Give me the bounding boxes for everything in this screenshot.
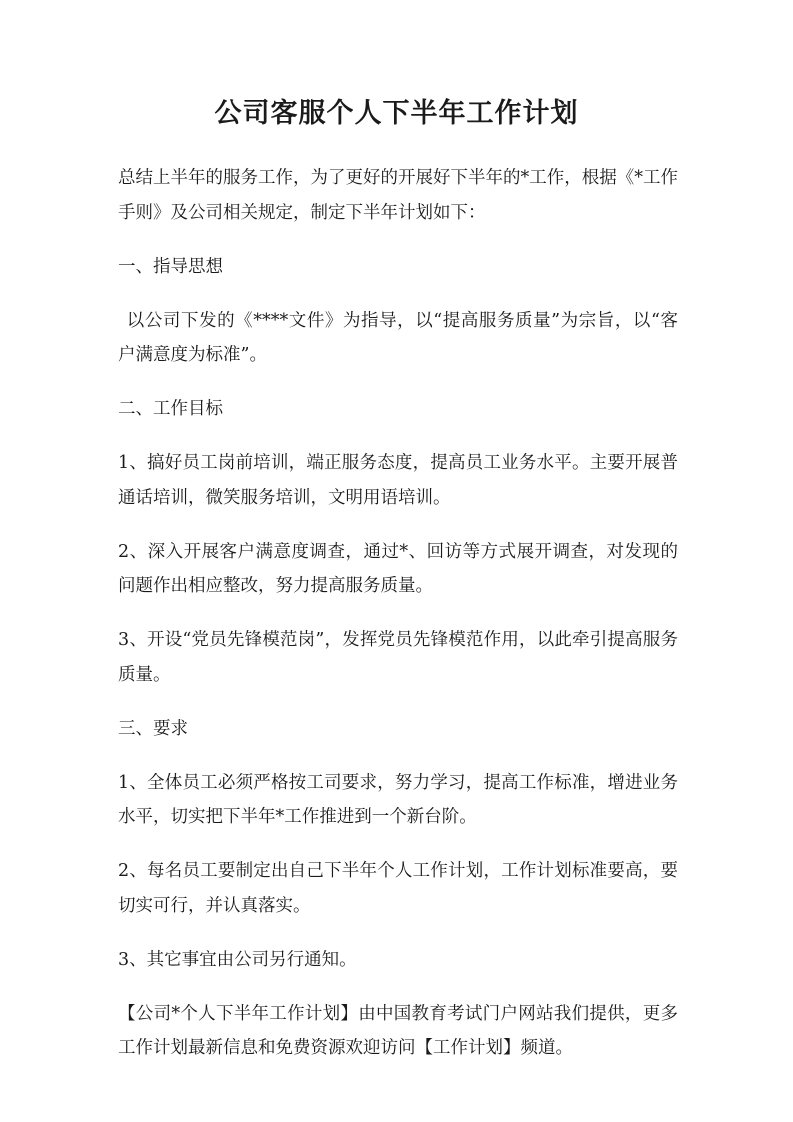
document-body [118, 161, 678, 1085]
requirement-item: 2、每名员工要制定出自己下半年个人工作计划，工作计划标准要高，要切实可行，并认真落实。 [118, 861, 678, 916]
work-goal-item: 2、深入开展客户满意度调查，通过*、回访等方式展开调查，对发现的问题作出相应整改，努力提高服务质量。 [118, 541, 678, 596]
guiding-thought-paragraph: 以公司下发的《****文件》为指导，以“提高服务质量”为宗旨，以“客户满意度为标准”。 [118, 310, 678, 365]
footer-note: 【公司*个人下半年工作计划】由中国教育考试门户网站我们提供，更多工作计划最新信息和免费资源欢迎访问【工作计划】频道。 [118, 1003, 678, 1058]
section-heading-guiding-thought: 一、指导思想 [118, 256, 223, 277]
work-goal-item: 1、搞好员工岗前培训，端正服务态度，提高员工业务水平。主要开展普通话培训，微笑服务培训，文明用语培训。 [118, 453, 678, 508]
requirement-item: 3、其它事宜由公司另行通知。 [118, 949, 357, 970]
section-heading-requirements: 三、要求 [118, 718, 188, 739]
intro-paragraph: 总结上半年的服务工作，为了更好的开展好下半年的*工作，根据《*工作手则》及公司相关规定，制定下半年计划如下： [118, 168, 678, 223]
section-heading-work-goals: 二、工作目标 [118, 399, 223, 419]
document-title: 公司客服个人下半年工作计划 [214, 98, 579, 129]
work-goal-item: 3、开设“党员先锋模范岗”，发挥党员先锋模范作用，以此牵引提高服务质量。 [118, 630, 678, 685]
requirement-item: 1、全体员工必须严格按工司要求，努力学习，提高工作标准，增进业务水平，切实把下半年*工作推进到一个新台阶。 [118, 772, 678, 827]
